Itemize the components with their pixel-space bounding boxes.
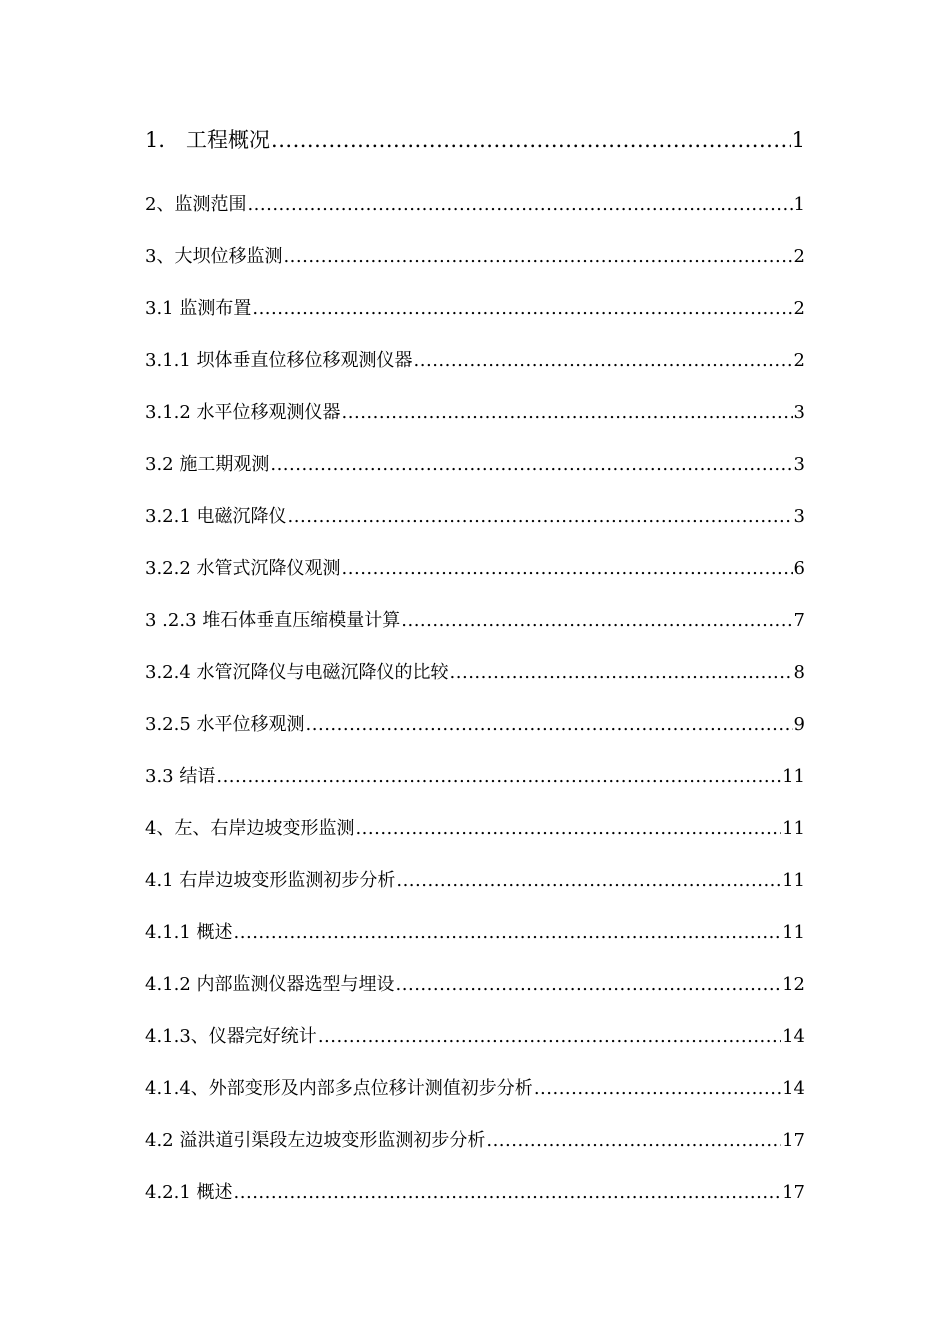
toc-entry-page: 11 — [782, 818, 805, 839]
toc-entry-title: 4.1.2 内部监测仪器选型与埋设 — [145, 974, 395, 995]
toc-entry-page: 2 — [793, 350, 805, 371]
toc-dot-leader — [342, 402, 793, 423]
toc-dot-leader — [271, 128, 791, 152]
toc-entry[interactable] — [145, 1022, 805, 1074]
toc-entry-page: 1 — [791, 128, 805, 152]
toc-entry-page: 17 — [782, 1130, 805, 1151]
toc-dot-leader — [534, 1078, 781, 1099]
toc-entry-title: 3.1.2 水平位移观测仪器 — [145, 402, 341, 423]
toc-dot-leader — [342, 558, 793, 579]
toc-entry[interactable] — [145, 1074, 805, 1126]
toc-entry-page: 11 — [782, 766, 805, 787]
toc-entry-title: 4.1.1 概述 — [145, 922, 233, 943]
toc-entry[interactable] — [145, 124, 805, 190]
toc-dot-leader — [414, 350, 793, 371]
toc-entry[interactable] — [145, 398, 805, 450]
toc-entry-page: 3 — [793, 402, 805, 423]
toc-entry-title: 3.1.1 坝体垂直位移位移观测仪器 — [145, 350, 413, 371]
toc-entry-page: 14 — [782, 1026, 805, 1047]
toc-entry-page: 14 — [782, 1078, 805, 1099]
toc-dot-leader — [401, 610, 792, 631]
toc-entry[interactable] — [145, 190, 805, 242]
toc-dot-leader — [396, 870, 781, 891]
toc-entry[interactable] — [145, 606, 805, 658]
toc-dot-leader — [355, 818, 781, 839]
toc-entry-title: 3.2 施工期观测 — [145, 454, 270, 475]
toc-entry-title: 3.2.5 水平位移观测 — [145, 714, 305, 735]
toc-entry-page: 11 — [782, 870, 805, 891]
toc-entry-page: 11 — [782, 922, 805, 943]
toc-entry[interactable] — [145, 502, 805, 554]
toc-dot-leader — [318, 1026, 781, 1047]
toc-dot-leader — [450, 662, 793, 683]
toc-dot-leader — [247, 194, 792, 215]
toc-dot-leader — [283, 246, 792, 267]
toc-dot-leader — [252, 298, 792, 319]
toc-entry-title: 4.1.4、外部变形及内部多点位移计测值初步分析 — [145, 1078, 533, 1099]
toc-entry-title: 4.1 右岸边坡变形监测初步分析 — [145, 870, 396, 891]
toc-dot-leader — [396, 974, 782, 995]
toc-entry[interactable] — [145, 762, 805, 814]
toc-entry-title: 3.1 监测布置 — [145, 298, 252, 319]
toc-entry[interactable] — [145, 710, 805, 762]
table-of-contents — [145, 124, 805, 1230]
toc-entry-title: 3、大坝位移监测 — [145, 246, 283, 267]
toc-entry-page: 9 — [793, 714, 805, 735]
toc-entry-page: 1 — [793, 194, 805, 215]
toc-entry[interactable] — [145, 1178, 805, 1230]
toc-entry-title: 3.2.2 水管式沉降仪观测 — [145, 558, 341, 579]
toc-entry-title: 4.2.1 概述 — [145, 1182, 233, 1203]
toc-entry-title: 3.2.4 水管沉降仪与电磁沉降仪的比较 — [145, 662, 449, 683]
toc-entry-title: 4.2 溢洪道引渠段左边坡变形监测初步分析 — [145, 1130, 486, 1151]
toc-dot-leader — [216, 766, 781, 787]
toc-entry-page: 6 — [793, 558, 805, 579]
toc-entry-title: 3.3 结语 — [145, 766, 216, 787]
toc-entry-title: 2、监测范围 — [145, 194, 247, 215]
toc-entry-title: 4.1.3、仪器完好统计 — [145, 1026, 317, 1047]
toc-entry[interactable] — [145, 658, 805, 710]
toc-entry-title: 1． 工程概况 — [145, 128, 271, 152]
toc-entry[interactable] — [145, 554, 805, 606]
toc-entry-title: 3 .2.3 堆石体垂直压缩模量计算 — [145, 610, 401, 631]
toc-dot-leader — [270, 454, 792, 475]
toc-entry-page: 2 — [793, 246, 805, 267]
toc-dot-leader — [306, 714, 793, 735]
toc-entry-page: 3 — [793, 454, 805, 475]
toc-entry-page: 8 — [793, 662, 805, 683]
toc-entry-title: 4、左、右岸边坡变形监测 — [145, 818, 355, 839]
toc-entry[interactable] — [145, 970, 805, 1022]
toc-entry[interactable] — [145, 242, 805, 294]
toc-entry-page: 2 — [793, 298, 805, 319]
toc-dot-leader — [486, 1130, 781, 1151]
toc-entry-page: 3 — [793, 506, 805, 527]
toc-entry[interactable] — [145, 814, 805, 866]
toc-entry[interactable] — [145, 918, 805, 970]
toc-dot-leader — [234, 1182, 782, 1203]
toc-entry-page: 12 — [782, 974, 805, 995]
toc-entry-page: 17 — [782, 1182, 805, 1203]
toc-entry[interactable] — [145, 1126, 805, 1178]
toc-entry-title: 3.2.1 电磁沉降仪 — [145, 506, 287, 527]
toc-entry[interactable] — [145, 294, 805, 346]
toc-entry[interactable] — [145, 346, 805, 398]
toc-dot-leader — [288, 506, 793, 527]
toc-entry[interactable] — [145, 450, 805, 502]
toc-dot-leader — [234, 922, 782, 943]
toc-entry-page: 7 — [793, 610, 805, 631]
toc-entry[interactable] — [145, 866, 805, 918]
